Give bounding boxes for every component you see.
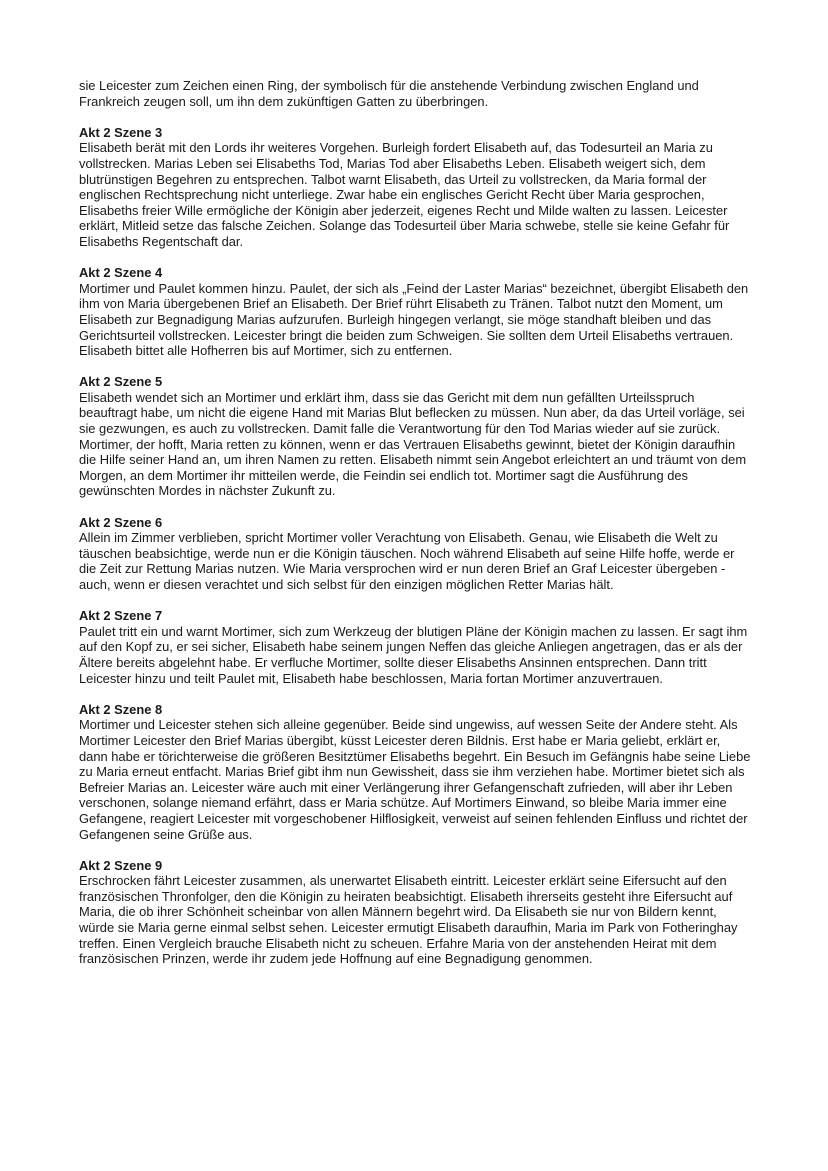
section-akt2-szene6 bbox=[79, 515, 751, 593]
section-heading: Akt 2 Szene 9 bbox=[79, 857, 163, 873]
section-akt2-szene8 bbox=[79, 702, 751, 842]
section-paragraph: Mortimer und Paulet kommen hinzu. Paulet, der sich als „Feind der Laster Marias“ bezeichnet, übergibt Elisabeth den ihm von Maria übergebenen Brief an Elisabeth. Der Brief rührt Elisabeth zu Tränen. Talbot nutzt den Moment, um Elisabeth zur Begnadigung Marias aufzurufen. Burleigh hingegen verlangt, sie möge standhaft bleiben und das Gerichtsurteil vollstrecken. Leicester bringt die beiden zum Schweigen. Sie sollten dem Urteil Elisabeths vertrauen. Elisabeth bittet alle Hofherren bis auf Mortimer, sich zu entfernen. bbox=[79, 280, 749, 359]
document-page bbox=[79, 78, 751, 967]
section-paragraph: Paulet tritt ein und warnt Mortimer, sich zum Werkzeug der blutigen Pläne der Königin machen zu lassen. Er sagt ihm auf den Kopf zu, er sei sicher, Elisabeth habe seinem jungen Neffen das gleiche Anliegen angetragen, das er als der Ältere bereits abgelehnt habe. Er verfluche Mortimer, sollte dieser Elisabeths Ansinnen entsprechen. Dann tritt Leicester hinzu und teilt Paulet mit, Elisabeth habe beschlossen, Maria fortan Mortimer anzuvertrauen. bbox=[79, 623, 748, 686]
section-akt2-szene5 bbox=[79, 374, 751, 499]
section-heading: Akt 2 Szene 5 bbox=[79, 374, 163, 390]
section-akt2-szene9 bbox=[79, 858, 751, 967]
section-heading: Akt 2 Szene 8 bbox=[79, 701, 163, 717]
section-akt2-szene3 bbox=[79, 125, 751, 250]
section-paragraph: Allein im Zimmer verblieben, spricht Mortimer voller Verachtung von Elisabeth. Genau, wie Elisabeth die Welt zu täuschen beabsichtige, werde nun er die Königin täuschen. Noch während Elisabeth auf seine Hilfe hoffe, werde er die Zeit zur Rettung Marias nutzen. Wie Maria versprochen wird er nun deren Brief an Graf Leicester übergeben - auch, wenn er diesen verachtet und sich selbst für den einzigen möglichen Retter Marias hält. bbox=[79, 530, 735, 592]
section-heading: Akt 2 Szene 3 bbox=[79, 124, 163, 140]
section-paragraph: Elisabeth berät mit den Lords ihr weiteres Vorgehen. Burleigh fordert Elisabeth auf, das Todesurteil an Maria zu vollstrecken. Marias Leben sei Elisabeths Tod, Marias Tod aber Elisabeths Leben. Elisabeth weigert sich, dem blutrünstigen Begehren zu entsprechen. Talbot warnt Elisabeth, das Urteil zu vollstrecken, da Maria formal der englischen Rechtsprechung nicht unterliege. Zwar habe ein englisches Gericht Recht über Maria gesprochen, Elisabeths freier Wille ermögliche der Königin aber jederzeit, eigenes Recht und Milde walten zu lassen. Leicester erklärt, Mitleid setze das falsche Zeichen. Solange das Todesurteil über Maria schwebe, stelle sie keine Gefahr für Elisabeths Regentschaft dar. bbox=[79, 140, 730, 249]
section-akt2-szene7 bbox=[79, 608, 751, 686]
section-akt2-szene4 bbox=[79, 265, 751, 359]
section-heading: Akt 2 Szene 4 bbox=[79, 265, 163, 281]
section-heading: Akt 2 Szene 7 bbox=[79, 608, 163, 624]
intro-paragraph: sie Leicester zum Zeichen einen Ring, der symbolisch für die anstehende Verbindung zwischen England und Frankreich zeugen soll, um ihn dem zukünftigen Gatten zu überbringen. bbox=[79, 78, 699, 109]
section-paragraph: Mortimer und Leicester stehen sich alleine gegenüber. Beide sind ungewiss, auf wessen Seite der Andere steht. Als Mortimer Leicester den Brief Marias übergibt, küsst Leicester deren Bildnis. Erst habe er Maria geliebt, erklärt er, dann habe er törichterweise die größeren Besitztümer Elisabeths begehrt. Ein Besuch im Gefängnis habe seine Liebe zu Maria erneut entfacht. Marias Brief gibt ihm nun Gewissheit, dass sie ihm verziehen habe. Mortimer bietet sich als Befreier Marias an. Leicester wäre auch mit einer Verlängerung ihrer Gefangenschaft zufrieden, will aber ihr Leben verschonen, solange niemand erfährt, dass er Maria schütze. Auf Mortimers Einwand, so bleibe Maria immer eine Gefangene, reagiert Leicester mit vorgeschobener Hilflosigkeit, verweist auf seinen fehlenden Einfluss und richtet der Gefangenen seine Grüße aus. bbox=[79, 717, 751, 842]
section-paragraph: Erschrocken fährt Leicester zusammen, als unerwartet Elisabeth eintritt. Leicester erklärt seine Eifersucht auf den französischen Thronfolger, den die Königin zu heiraten beabsichtigt. Elisabeth ihrerseits gesteht ihre Eifersucht auf Maria, die ob ihrer Schönheit scheinbar von allen Männern begehrt wird. Da Elisabeth sie nur von Bildern kennt, würde sie Maria gerne einmal selbst sehen. Leicester ermutigt Elisabeth daraufhin, Maria im Park von Fotheringhay treffen. Einen Vergleich brauche Elisabeth nicht zu scheuen. Erfahre Maria von der anstehenden Heirat mit dem französischen Prinzen, werde ihr zudem jede Hoffnung auf eine Begnadigung genommen. bbox=[79, 873, 738, 967]
section-heading: Akt 2 Szene 6 bbox=[79, 514, 163, 530]
section-paragraph: Elisabeth wendet sich an Mortimer und erklärt ihm, dass sie das Gericht mit dem nun gefällten Urteilsspruch beauftragt habe, um nicht die eigene Hand mit Marias Blut beflecken zu müssen. Nun aber, da das Urteil vorläge, sei sie gezwungen, es auch zu vollstrecken. Damit falle die Verantwortung für den Tod Marias wieder auf sie zurück. bbox=[79, 389, 745, 437]
section-paragraph: Mortimer, der hofft, Maria retten zu können, wenn er das Vertrauen Elisabeths gewinnt, bietet der Königin daraufhin die Hilfe seiner Hand an, um ihren Namen zu retten. Elisabeth nimmt sein Angebot erleichtert an und träumt von dem Morgen, an dem Mortimer ihr mitteilen werde, die Feindin sei endlich tot. Mortimer sagt die Ausführung des gewünschten Mordes in nächster Zukunft zu. bbox=[79, 436, 747, 499]
